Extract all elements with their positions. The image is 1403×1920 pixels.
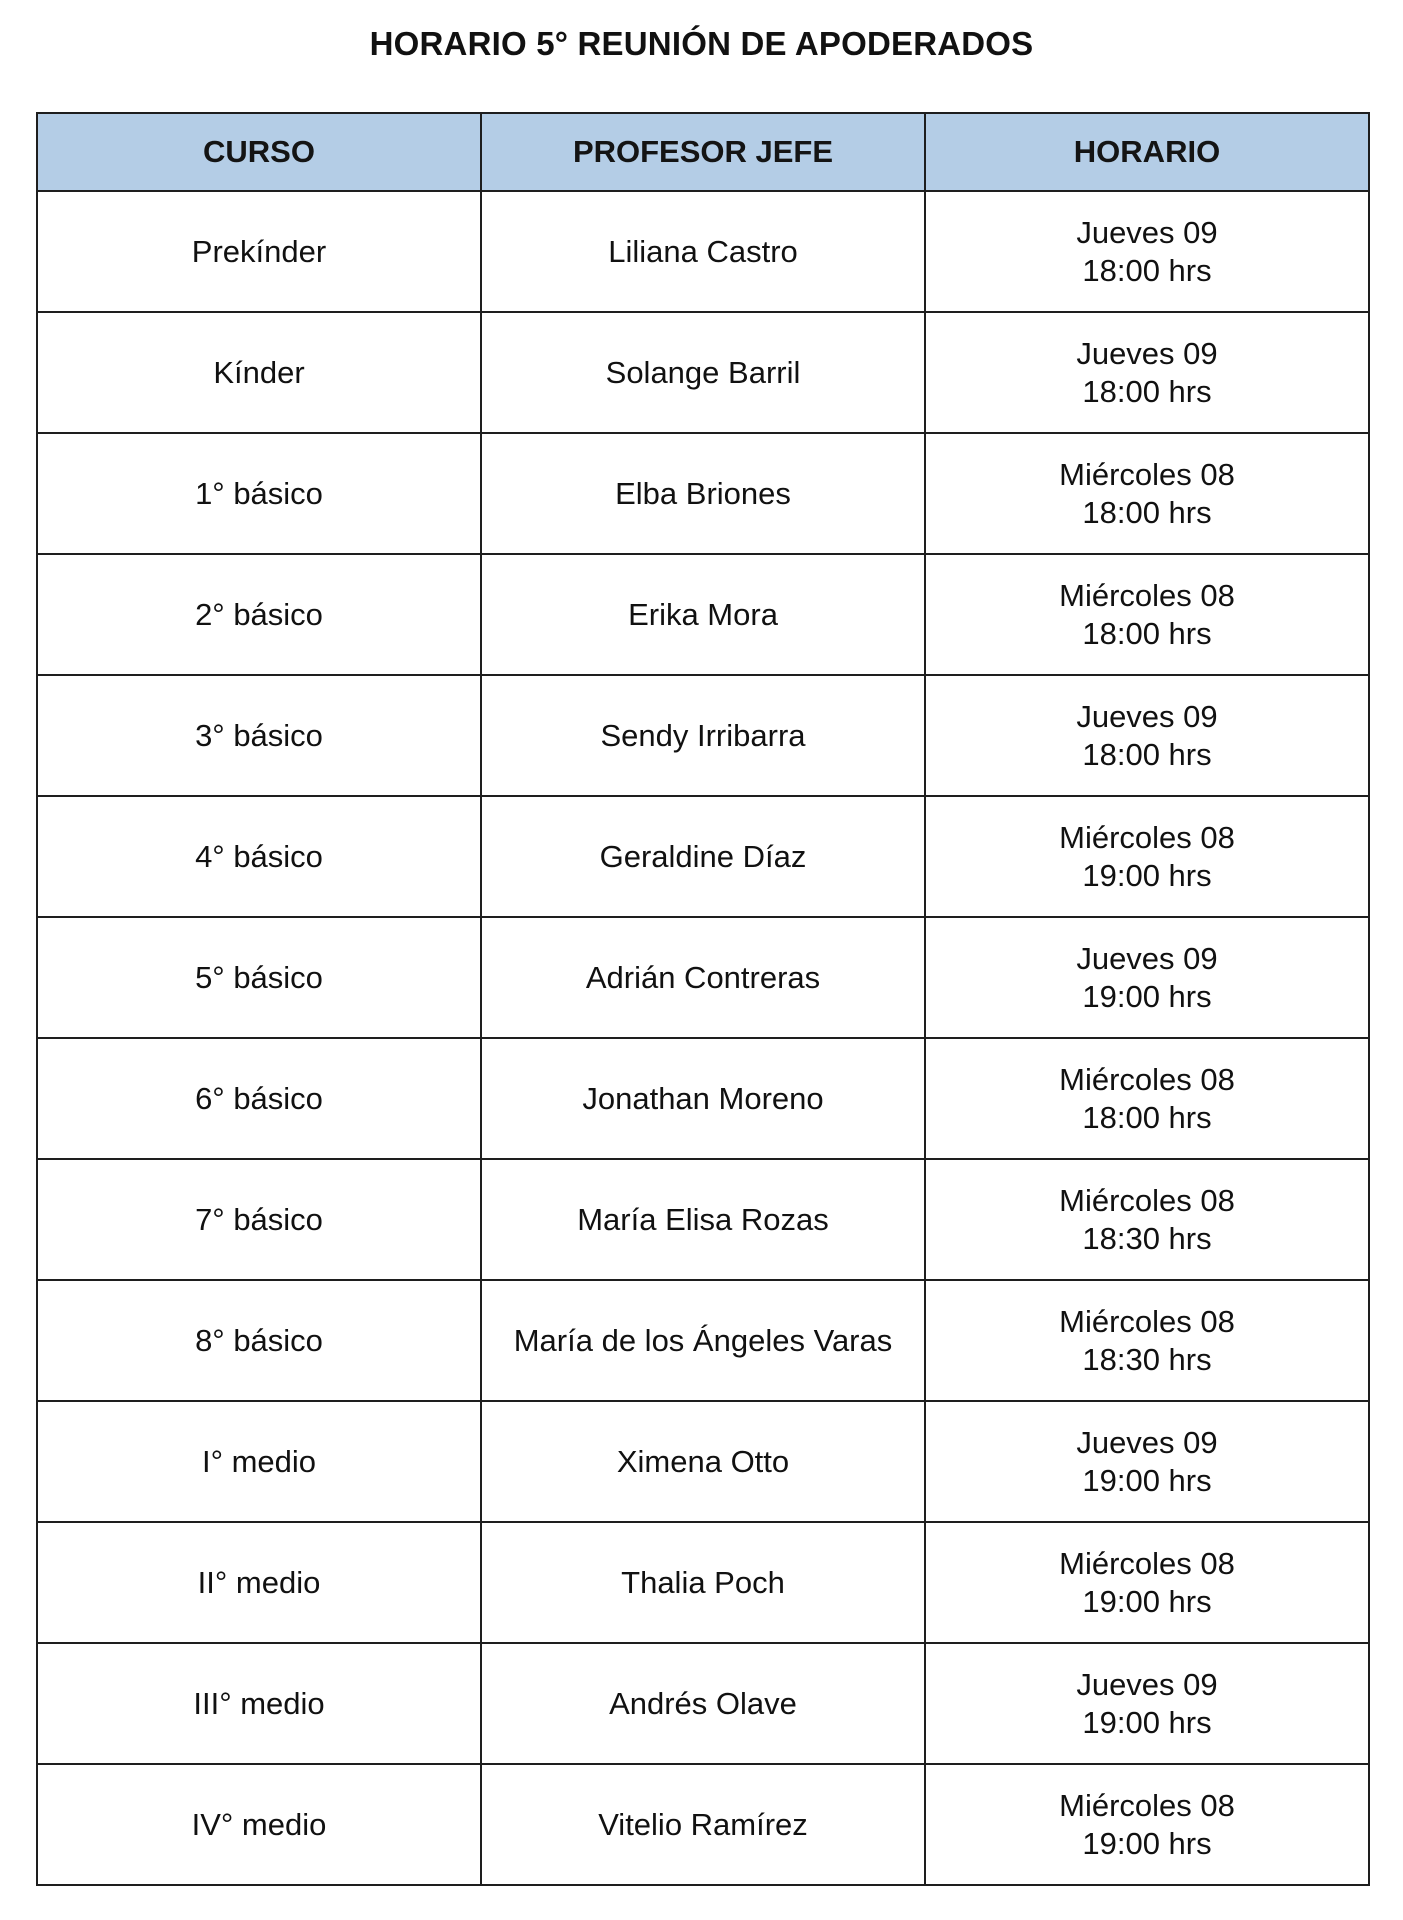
table-row xyxy=(37,1764,1369,1885)
table-row xyxy=(37,312,1369,433)
horario-hora: 19:00 hrs xyxy=(1082,1825,1212,1861)
cell-profesor: Vitelio Ramírez xyxy=(481,1764,925,1885)
cell-profesor: María de los Ángeles Varas xyxy=(481,1280,925,1401)
table-row xyxy=(37,191,1369,312)
table-row xyxy=(37,554,1369,675)
cell-curso: 5° básico xyxy=(37,917,481,1038)
horario-hora: 18:30 hrs xyxy=(1082,1341,1212,1377)
cell-profesor: Erika Mora xyxy=(481,554,925,675)
horario-dia: Jueves 09 xyxy=(1076,1666,1218,1702)
cell-profesor: Elba Briones xyxy=(481,433,925,554)
table-row xyxy=(37,1038,1369,1159)
cell-profesor: Adrián Contreras xyxy=(481,917,925,1038)
table-row xyxy=(37,433,1369,554)
table-row xyxy=(37,675,1369,796)
horario-dia: Miércoles 08 xyxy=(1059,1303,1235,1339)
cell-curso: 4° básico xyxy=(37,796,481,917)
horario-dia: Miércoles 08 xyxy=(1059,456,1235,492)
cell-curso: 7° básico xyxy=(37,1159,481,1280)
cell-curso: Kínder xyxy=(37,312,481,433)
table-header-row xyxy=(37,113,1369,191)
cell-profesor: Andrés Olave xyxy=(481,1643,925,1764)
horario-hora: 18:30 hrs xyxy=(1082,1220,1212,1256)
page-title: HORARIO 5° REUNIÓN DE APODERADOS xyxy=(369,25,1034,62)
cell-curso: 6° básico xyxy=(37,1038,481,1159)
table-row xyxy=(37,1401,1369,1522)
cell-horario xyxy=(925,554,1369,675)
horario-dia: Jueves 09 xyxy=(1076,214,1218,250)
cell-curso: IV° medio xyxy=(37,1764,481,1885)
cell-profesor: Thalia Poch xyxy=(481,1522,925,1643)
table-row xyxy=(37,917,1369,1038)
cell-horario xyxy=(925,312,1369,433)
cell-profesor: Solange Barril xyxy=(481,312,925,433)
table-row xyxy=(37,1280,1369,1401)
cell-profesor: Geraldine Díaz xyxy=(481,796,925,917)
header-horario: HORARIO xyxy=(925,113,1369,191)
cell-curso: 8° básico xyxy=(37,1280,481,1401)
cell-curso: Prekínder xyxy=(37,191,481,312)
cell-horario xyxy=(925,917,1369,1038)
cell-profesor: Sendy Irribarra xyxy=(481,675,925,796)
horario-hora: 19:00 hrs xyxy=(1082,857,1212,893)
horario-hora: 18:00 hrs xyxy=(1082,1099,1212,1135)
horario-hora: 19:00 hrs xyxy=(1082,1704,1212,1740)
horario-dia: Jueves 09 xyxy=(1076,335,1218,371)
cell-horario xyxy=(925,675,1369,796)
horario-dia: Miércoles 08 xyxy=(1059,1787,1235,1823)
cell-horario xyxy=(925,191,1369,312)
cell-curso: 2° básico xyxy=(37,554,481,675)
schedule-table xyxy=(36,112,1370,1886)
horario-hora: 18:00 hrs xyxy=(1082,615,1212,651)
cell-horario xyxy=(925,1764,1369,1885)
table-row xyxy=(37,1159,1369,1280)
cell-horario xyxy=(925,1522,1369,1643)
table-row xyxy=(37,796,1369,917)
cell-horario xyxy=(925,433,1369,554)
cell-profesor: Liliana Castro xyxy=(481,191,925,312)
horario-dia: Miércoles 08 xyxy=(1059,1061,1235,1097)
cell-horario xyxy=(925,1643,1369,1764)
horario-hora: 18:00 hrs xyxy=(1082,494,1212,530)
horario-dia: Jueves 09 xyxy=(1076,698,1218,734)
horario-hora: 19:00 hrs xyxy=(1082,1462,1212,1498)
cell-profesor: Jonathan Moreno xyxy=(481,1038,925,1159)
table-row xyxy=(37,1522,1369,1643)
cell-horario xyxy=(925,1159,1369,1280)
cell-curso: 1° básico xyxy=(37,433,481,554)
cell-profesor: Ximena Otto xyxy=(481,1401,925,1522)
horario-dia: Jueves 09 xyxy=(1076,940,1218,976)
cell-horario xyxy=(925,1038,1369,1159)
cell-horario xyxy=(925,796,1369,917)
header-profesor-jefe: PROFESOR JEFE xyxy=(481,113,925,191)
table-row xyxy=(37,1643,1369,1764)
horario-dia: Miércoles 08 xyxy=(1059,1182,1235,1218)
cell-curso: 3° básico xyxy=(37,675,481,796)
horario-hora: 18:00 hrs xyxy=(1082,736,1212,772)
horario-hora: 18:00 hrs xyxy=(1082,252,1212,288)
cell-curso: I° medio xyxy=(37,1401,481,1522)
horario-dia: Miércoles 08 xyxy=(1059,1545,1235,1581)
cell-horario xyxy=(925,1280,1369,1401)
cell-horario xyxy=(925,1401,1369,1522)
horario-hora: 18:00 hrs xyxy=(1082,373,1212,409)
horario-dia: Jueves 09 xyxy=(1076,1424,1218,1460)
horario-dia: Miércoles 08 xyxy=(1059,577,1235,613)
horario-hora: 19:00 hrs xyxy=(1082,978,1212,1014)
horario-dia: Miércoles 08 xyxy=(1059,819,1235,855)
horario-hora: 19:00 hrs xyxy=(1082,1583,1212,1619)
cell-curso: III° medio xyxy=(37,1643,481,1764)
cell-profesor: María Elisa Rozas xyxy=(481,1159,925,1280)
header-curso: CURSO xyxy=(37,113,481,191)
cell-curso: II° medio xyxy=(37,1522,481,1643)
